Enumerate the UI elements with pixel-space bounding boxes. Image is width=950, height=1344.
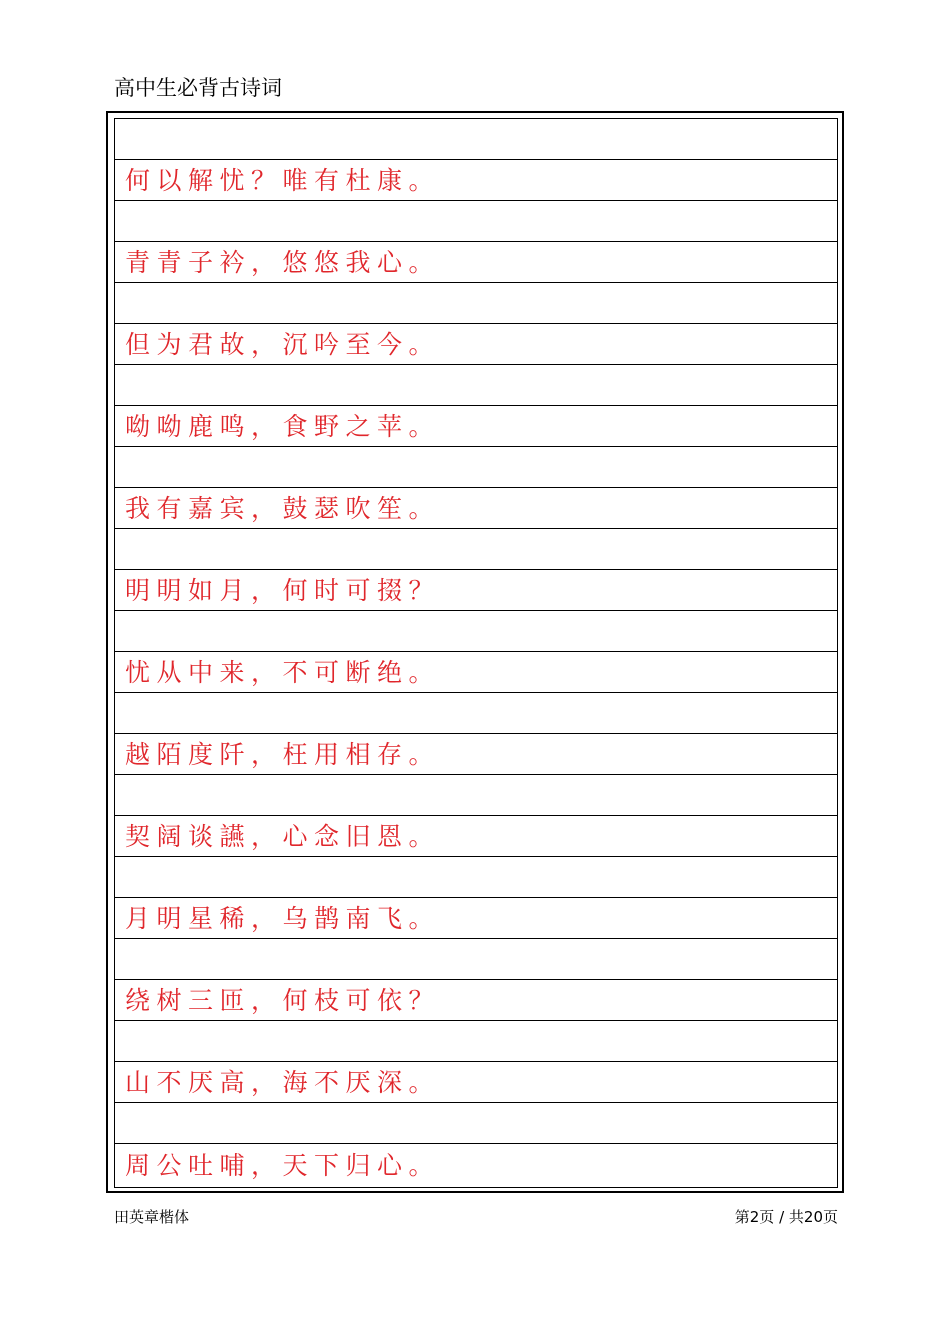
verse-row [115, 160, 837, 201]
footer-page-info: 第2页 / 共20页 [734, 1208, 838, 1226]
verse-row [115, 406, 837, 447]
blank-row [115, 1021, 837, 1062]
blank-row [115, 119, 837, 160]
verse-line: 山不厌高，海不厌深。 [125, 1068, 441, 1097]
blank-row [115, 283, 837, 324]
verse-row [115, 1144, 837, 1185]
verse-row [115, 1062, 837, 1103]
verse-line: 青青子衿，悠悠我心。 [125, 248, 441, 277]
verse-line: 越陌度阡，枉用相存。 [125, 740, 441, 769]
verse-row [115, 652, 837, 693]
verse-row [115, 570, 837, 611]
verse-row [115, 734, 837, 775]
verse-line: 呦呦鹿鸣，食野之苹。 [125, 412, 441, 441]
footer-font-name: 田英章楷体 [114, 1208, 190, 1226]
page-title: 高中生必背古诗词 [114, 76, 282, 100]
blank-row [115, 857, 837, 898]
verse-line: 忧从中来，不可断绝。 [125, 658, 441, 687]
verse-line: 何以解忧？唯有杜康。 [125, 166, 441, 195]
verse-line: 月明星稀，乌鹊南飞。 [125, 904, 441, 933]
verse-line: 但为君故，沉吟至今。 [125, 330, 441, 359]
verse-row [115, 898, 837, 939]
blank-row [115, 939, 837, 980]
verse-line: 周公吐哺，天下归心。 [125, 1151, 441, 1180]
verse-line: 明明如月，何时可掇？ [125, 576, 441, 605]
verse-line: 我有嘉宾，鼓瑟吹笙。 [125, 494, 441, 523]
verse-row [115, 980, 837, 1021]
verse-line: 契阔谈讌，心念旧恩。 [125, 822, 441, 851]
blank-row [115, 775, 837, 816]
blank-row [115, 693, 837, 734]
blank-row [115, 611, 837, 652]
blank-row [115, 529, 837, 570]
verse-line: 绕树三匝，何枝可依？ [125, 986, 441, 1015]
blank-row [115, 365, 837, 406]
blank-row [115, 447, 837, 488]
verse-row [115, 488, 837, 529]
verse-row [115, 242, 837, 283]
writing-grid [114, 118, 838, 1188]
verse-row [115, 816, 837, 857]
blank-row [115, 201, 837, 242]
verse-row [115, 324, 837, 365]
blank-row [115, 1103, 837, 1144]
